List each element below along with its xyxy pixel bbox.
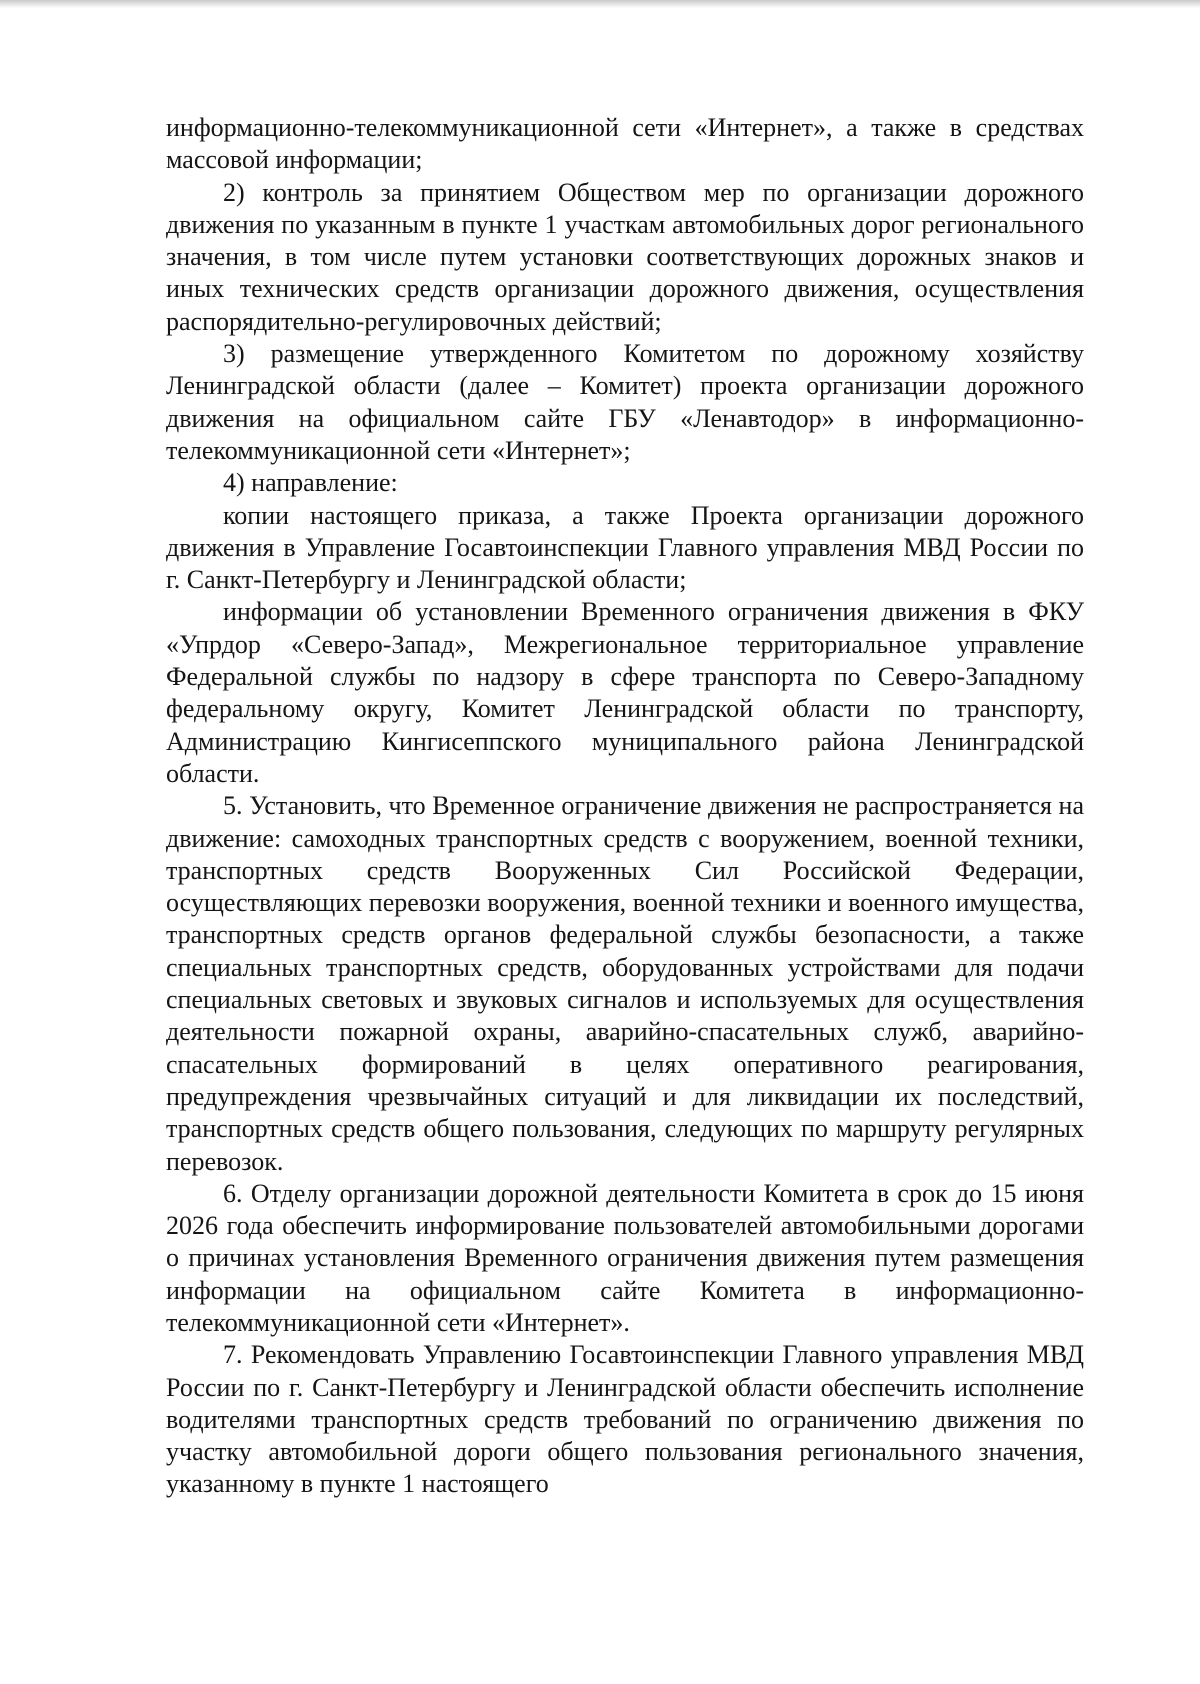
paragraph-continuation: информационно-телекоммуникационной сети «Интернет», а также в средствах массовой информации; [166, 113, 1084, 175]
document-body [166, 112, 1084, 1501]
paragraph-restriction-information: информации об установлении Временного ограничения движения в ФКУ «Упрдор «Северо-Запад», Межрегиональное территориальное управление Федеральной службы по надзору в сфере транспорта по Северо-Западному федеральному округу, Комитет Ленинградской области по транспорту, Администрацию Кингисеппского муниципального района Ленинградской области. [166, 597, 1084, 788]
paragraph-clause-5-exemptions: 5. Установить, что Временное ограничение движения не распространяется на движение: самоходных транспортных средств с вооружением, военной техники, транспортных средств Вооруженных Сил Российской Федерации, осуществляющих перевозки вооружения, военной техники и военного имущества, транспортных средств органов федеральной службы безопасности, а также специальных транспортных средств, оборудованных устройствами для подачи специальных световых и звуковых сигналов и используемых для осуществления деятельности пожарной охраны, аварийно-спасательных служб, аварийно-спасательных формирований в целях оперативного реагирования, предупреждения чрезвычайных ситуаций и для ликвидации их последствий, транспортных средств общего пользования, следующих по маршруту регулярных перевозок. [166, 791, 1084, 1176]
paragraph-clause-6-informing-users: 6. Отделу организации дорожной деятельности Комитета в срок до 15 июня 2026 года обеспечить информирование пользователей автомобильными дорогами о причинах установления Временного ограничения движения путем размещения информации на официальном сайте Комитета в информационно-телекоммуникационной сети «Интернет». [166, 1178, 1084, 1337]
paragraph-item-2-traffic-control: 2) контроль за принятием Обществом мер по организации дорожного движения по указанным в пункте 1 участкам автомобильных дорог регионального значения, в том числе путем установки соответствующих дорожных знаков и иных технических средств организации дорожного движения, осуществления распорядительно-регулировочных действий; [166, 177, 1084, 336]
paragraph-item-4-direction: 4) направление: [223, 468, 398, 498]
paragraph-clause-7-recommendation: 7. Рекомендовать Управлению Госавтоинспекции Главного управления МВД России по г. Санкт-Петербургу и Ленинградской области обеспечить исполнение водителями транспортных средств требований по ограничению движения по участку автомобильной дороги общего пользования регионального значения, указанному в пункте 1 настоящего [166, 1340, 1084, 1499]
paragraph-copies-of-order: копии настоящего приказа, а также Проекта организации дорожного движения в Управление Госавтоинспекции Главного управления МВД России по г. Санкт-Петербургу и Ленинградской области; [166, 500, 1084, 595]
scan-edge-shadow [0, 0, 1200, 8]
paragraph-item-3-project-placement: 3) размещение утвержденного Комитетом по дорожному хозяйству Ленинградской области (далее – Комитет) проекта организации дорожного движения на официальном сайте ГБУ «Ленавтодор» в информационно-телекоммуникационной сети «Интернет»; [166, 339, 1084, 465]
